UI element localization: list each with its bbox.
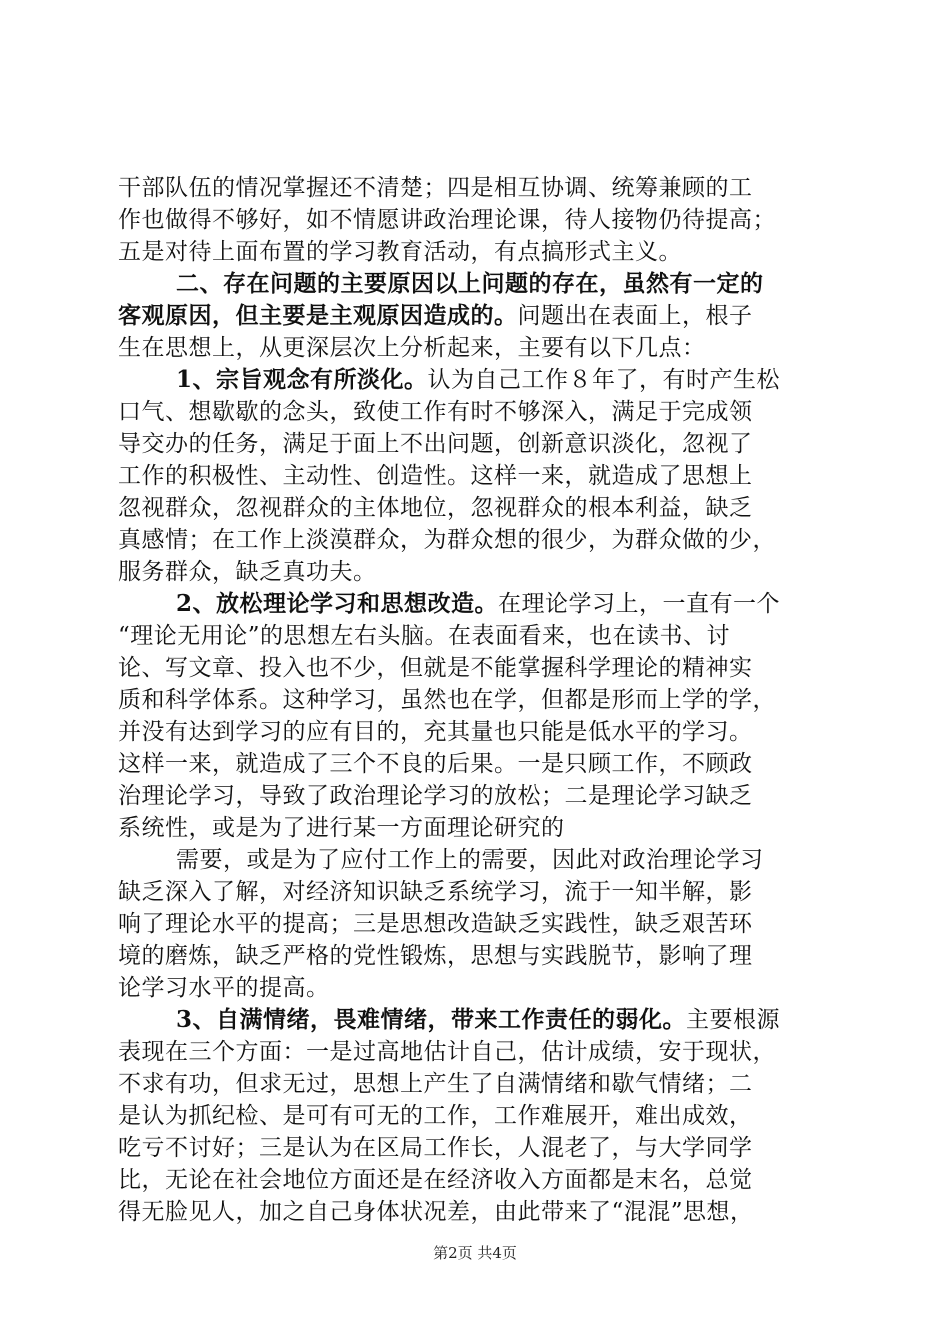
text-line: 忽视群众，忽视群众的主体地位，忽视群众的根本利益，缺乏 [118, 495, 753, 521]
text-line: 论学习水平的提高。 [118, 975, 330, 1001]
text-line: 系统性，或是为了进行某一方面理论研究的 [118, 815, 565, 841]
text-line: 缺乏深入了解，对经济知识缺乏系统学习，流于一知半解，影 [118, 879, 753, 905]
text-line: 吃亏不讨好；三是认为在区局工作长，人混老了，与大学同学 [118, 1135, 753, 1161]
text-line: 作也做得不够好，如不情愿讲政治理论课，待人接物仍待提高； [118, 207, 776, 233]
text-line: 需要，或是为了应付工作上的需要，因此对政治理论学习 [176, 847, 764, 873]
text-line: 工作的积极性、主动性、创造性。这样一来，就造成了思想上 [118, 463, 753, 489]
page-footer: 第2页 共4页 [433, 1244, 517, 1262]
section-heading: 二、存在问题的主要原因以上问题的存在，虽然有一定的 [176, 270, 764, 297]
text-line: 论、写文章、投入也不少，但就是不能掌握科学理论的精神实 [118, 655, 753, 681]
text-line: 表现在三个方面：一是过高地估计自己，估计成绩，安于现状， [118, 1039, 776, 1065]
text-line: 服务群众，缺乏真功夫。 [118, 559, 377, 585]
text-line: 是认为抓纪检、是可有可无的工作，工作难展开，难出成效， [118, 1103, 753, 1129]
text-line: 生在思想上，从更深层次上分析起来，主要有以下几点： [118, 335, 706, 361]
text-line: 干部队伍的情况掌握还不清楚；四是相互协调、统筹兼顾的工 [118, 175, 753, 201]
text-line: 响了理论水平的提高；三是思想改造缺乏实践性，缺乏艰苦环 [118, 911, 753, 937]
document-body [118, 172, 840, 1228]
text-line: 并没有达到学习的应有目的，充其量也只能是低水平的学习。 [118, 719, 753, 745]
text-line: 质和科学体系。这种学习，虽然也在学，但都是形而上学的学， [118, 687, 776, 713]
text-line: 比，无论在社会地位方面还是在经济收入方面都是末名，总觉 [118, 1167, 753, 1193]
text-line: 真感情；在工作上淡漠群众，为群众想的很少，为群众做的少， [118, 527, 776, 553]
text-line: 五是对待上面布置的学习教育活动，有点搞形式主义。 [118, 239, 682, 265]
text-line: 不求有功，但求无过，思想上产生了自满情绪和歇气情绪；二 [118, 1071, 753, 1097]
text-line: 这样一来，就造成了三个不良的后果。一是只顾工作，不顾政 [118, 751, 753, 777]
point-1-heading: 1、宗旨观念有所淡化。认为自己工作８年了，有时产生松 [176, 366, 781, 393]
point-3-heading: 3、自满情绪，畏难情绪，带来工作责任的弱化。主要根源 [176, 1006, 781, 1033]
text-line: “理论无用论”的思想左右头脑。在表面看来，也在读书、讨 [118, 623, 731, 649]
text-line: 境的磨炼，缺乏严格的党性锻炼，思想与实践脱节，影响了理 [118, 943, 753, 969]
text-line: 治理论学习，导致了政治理论学习的放松；二是理论学习缺乏 [118, 783, 753, 809]
text-line: 口气、想歇歇的念头，致使工作有时不够深入，满足于完成领 [118, 399, 753, 425]
text-line: 导交办的任务，满足于面上不出问题，创新意识淡化，忽视了 [118, 431, 753, 457]
text-line: 得无脸见人，加之自己身体状况差，由此带来了“混混”思想， [118, 1199, 754, 1225]
point-2-heading: 2、放松理论学习和思想改造。在理论学习上，一直有一个 [176, 590, 781, 617]
section-heading-cont: 客观原因，但主要是主观原因造成的。问题出在表面上，根子 [118, 302, 753, 329]
